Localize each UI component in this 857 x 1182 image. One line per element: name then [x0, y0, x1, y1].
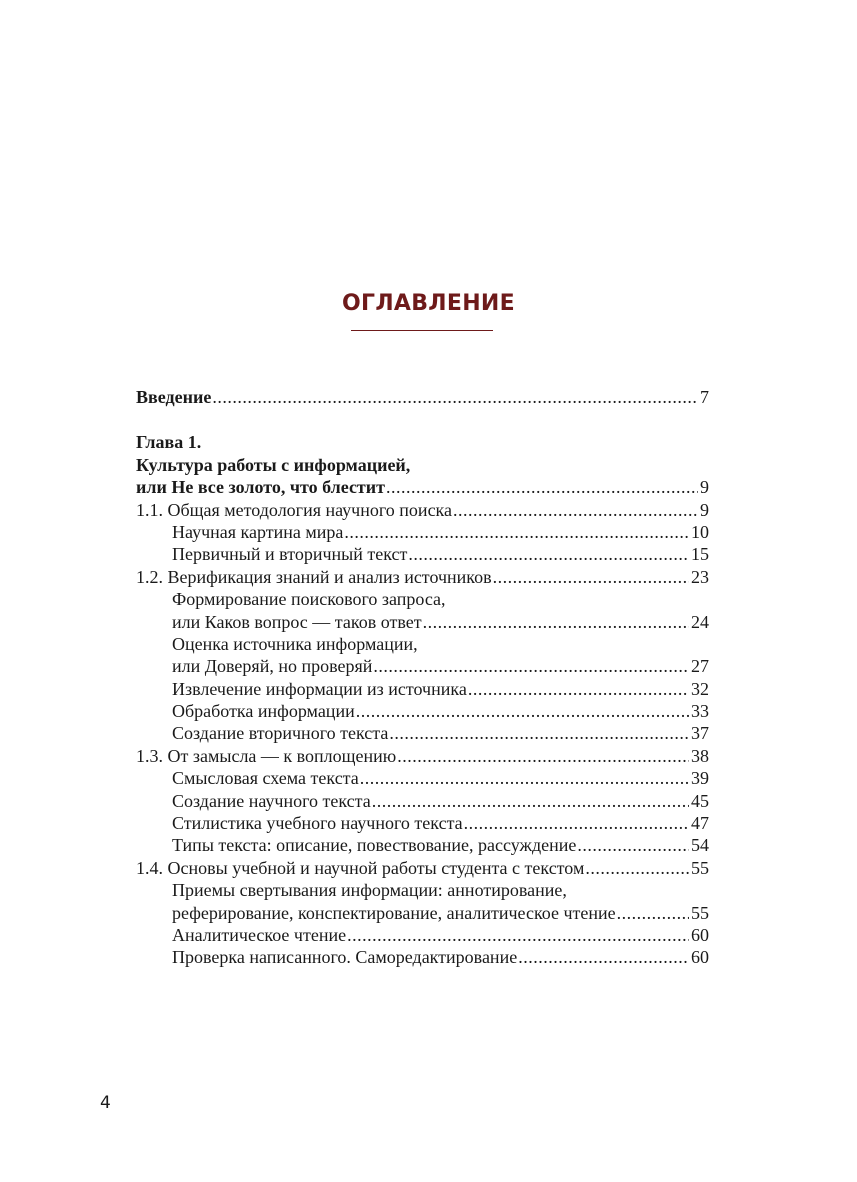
toc-entry-1-3-c — [136, 812, 709, 834]
page-title: ОГЛАВЛЕНИЕ — [342, 291, 515, 316]
toc-entry-text: 1.4. Основы учебной и научной работы студента с текстом — [136, 857, 585, 878]
toc-entry-text: или Каков вопрос — таков ответ — [172, 611, 422, 632]
toc-entry-1-2-d — [136, 700, 709, 722]
toc-entry-1-2-a-line1 — [136, 588, 709, 610]
toc-page-number: 9 — [700, 477, 709, 498]
dot-leader — [347, 924, 689, 946]
page-number: 4 — [100, 1093, 111, 1113]
toc-page-number: 15 — [691, 544, 709, 565]
dot-leader — [386, 476, 698, 498]
toc-entry-text: Первичный и вторичный текст — [172, 544, 408, 565]
toc-entry-text: Научная картина мира — [172, 521, 344, 542]
toc-entry-text: Создание научного текста — [172, 790, 371, 811]
toc-page-number: 23 — [691, 566, 709, 587]
toc-page-number: 27 — [691, 656, 709, 677]
toc-entry-text: или Не все золото, что блестит — [136, 477, 385, 498]
toc-entry-text: Глава 1. — [136, 432, 202, 453]
toc-entry-text: Приемы свертывания информации: аннотирование, — [172, 880, 567, 901]
toc-entry-text: 1.2. Верификация знаний и анализ источников — [136, 566, 492, 587]
toc-page-number: 54 — [691, 835, 709, 856]
toc-entry-1-4-b — [136, 924, 709, 946]
dot-leader — [397, 745, 689, 767]
toc-page-number: 33 — [691, 701, 709, 722]
toc-entry-text: Создание вторичного текста — [172, 723, 389, 744]
chapter-label — [136, 431, 709, 453]
toc-entry-text: Формирование поискового запроса, — [172, 589, 446, 610]
dot-leader — [464, 812, 689, 834]
toc-page-number: 7 — [700, 387, 709, 407]
chapter-title-line — [136, 454, 709, 476]
toc-entry-1-3-a — [136, 767, 709, 789]
toc-entry-1-2-b-line1 — [136, 633, 709, 655]
dot-leader — [372, 790, 689, 812]
toc-page-number: 9 — [700, 499, 709, 520]
dot-leader — [356, 700, 689, 722]
toc-page-number: 45 — [691, 790, 709, 811]
dot-leader — [617, 902, 689, 924]
toc-entry-text: Аналитическое чтение — [172, 924, 347, 945]
toc-entry-text: 1.1. Общая методология научного поиска — [136, 499, 453, 520]
toc-entry-1-2-c — [136, 678, 709, 700]
toc-entry-1-1 — [136, 499, 709, 521]
toc-entry-1-4-a-line1 — [136, 879, 709, 901]
toc-entry-text: Введение — [136, 387, 212, 407]
toc-entry-1-3-b — [136, 790, 709, 812]
toc-entry-text: Обработка информации — [172, 701, 355, 722]
toc-page-number: 38 — [691, 745, 709, 766]
toc-entry-text: Извлечение информации из источника — [172, 678, 467, 699]
dot-leader — [493, 566, 689, 588]
toc-page-number: 55 — [691, 902, 709, 923]
toc-entry-text: Культура работы с информацией, — [136, 454, 411, 475]
toc-entry-text: реферирование, конспектирование, аналитическое чтение — [172, 902, 616, 923]
toc-page-number: 32 — [691, 678, 709, 699]
toc-entry-text: 1.3. От замысла — к воплощению — [136, 745, 397, 766]
dot-leader — [468, 678, 689, 700]
toc-entry-chapter-1 — [136, 476, 709, 498]
toc-page-number: 60 — [691, 924, 709, 945]
dot-leader — [518, 946, 689, 968]
dot-leader — [360, 767, 689, 789]
toc-entry-1-4-a — [136, 902, 709, 924]
table-of-contents — [136, 386, 709, 969]
dot-leader — [423, 611, 689, 633]
toc-entry-1-2-b — [136, 655, 709, 677]
toc-entry-1-3 — [136, 745, 709, 767]
dot-leader — [408, 543, 689, 565]
toc-entry-text: или Доверяй, но проверяй — [172, 656, 373, 677]
dot-leader — [453, 499, 698, 521]
toc-entry-1-4 — [136, 857, 709, 879]
dot-leader — [585, 857, 689, 879]
toc-page-number: 60 — [691, 947, 709, 968]
toc-entry-text: Проверка написанного. Саморедактирование — [172, 947, 518, 968]
toc-page-number: 24 — [691, 611, 709, 632]
toc-entry-1-1-b — [136, 543, 709, 565]
toc-page-number: 55 — [691, 857, 709, 878]
dot-leader — [344, 521, 689, 543]
toc-entry-text: Смысловая схема текста — [172, 768, 359, 789]
dot-leader — [389, 722, 689, 744]
toc-entry-1-2-a — [136, 611, 709, 633]
toc-entry-1-1-a — [136, 521, 709, 543]
dot-leader — [373, 655, 689, 677]
toc-entry-text: Оценка источника информации, — [172, 633, 418, 654]
title-underline — [351, 330, 493, 331]
toc-entry-intro — [136, 386, 709, 408]
toc-entry-1-4-c — [136, 946, 709, 968]
toc-entry-1-2-e — [136, 722, 709, 744]
toc-page-number: 47 — [691, 813, 709, 834]
toc-page-number: 37 — [691, 723, 709, 744]
toc-entry-1-2 — [136, 566, 709, 588]
toc-page-number: 10 — [691, 521, 709, 542]
dot-leader — [212, 386, 698, 408]
toc-entry-text: Типы текста: описание, повествование, рассуждение — [172, 835, 577, 856]
toc-page-number: 39 — [691, 768, 709, 789]
toc-entry-text: Стилистика учебного научного текста — [172, 813, 463, 834]
dot-leader — [577, 834, 689, 856]
toc-entry-1-3-d — [136, 834, 709, 856]
